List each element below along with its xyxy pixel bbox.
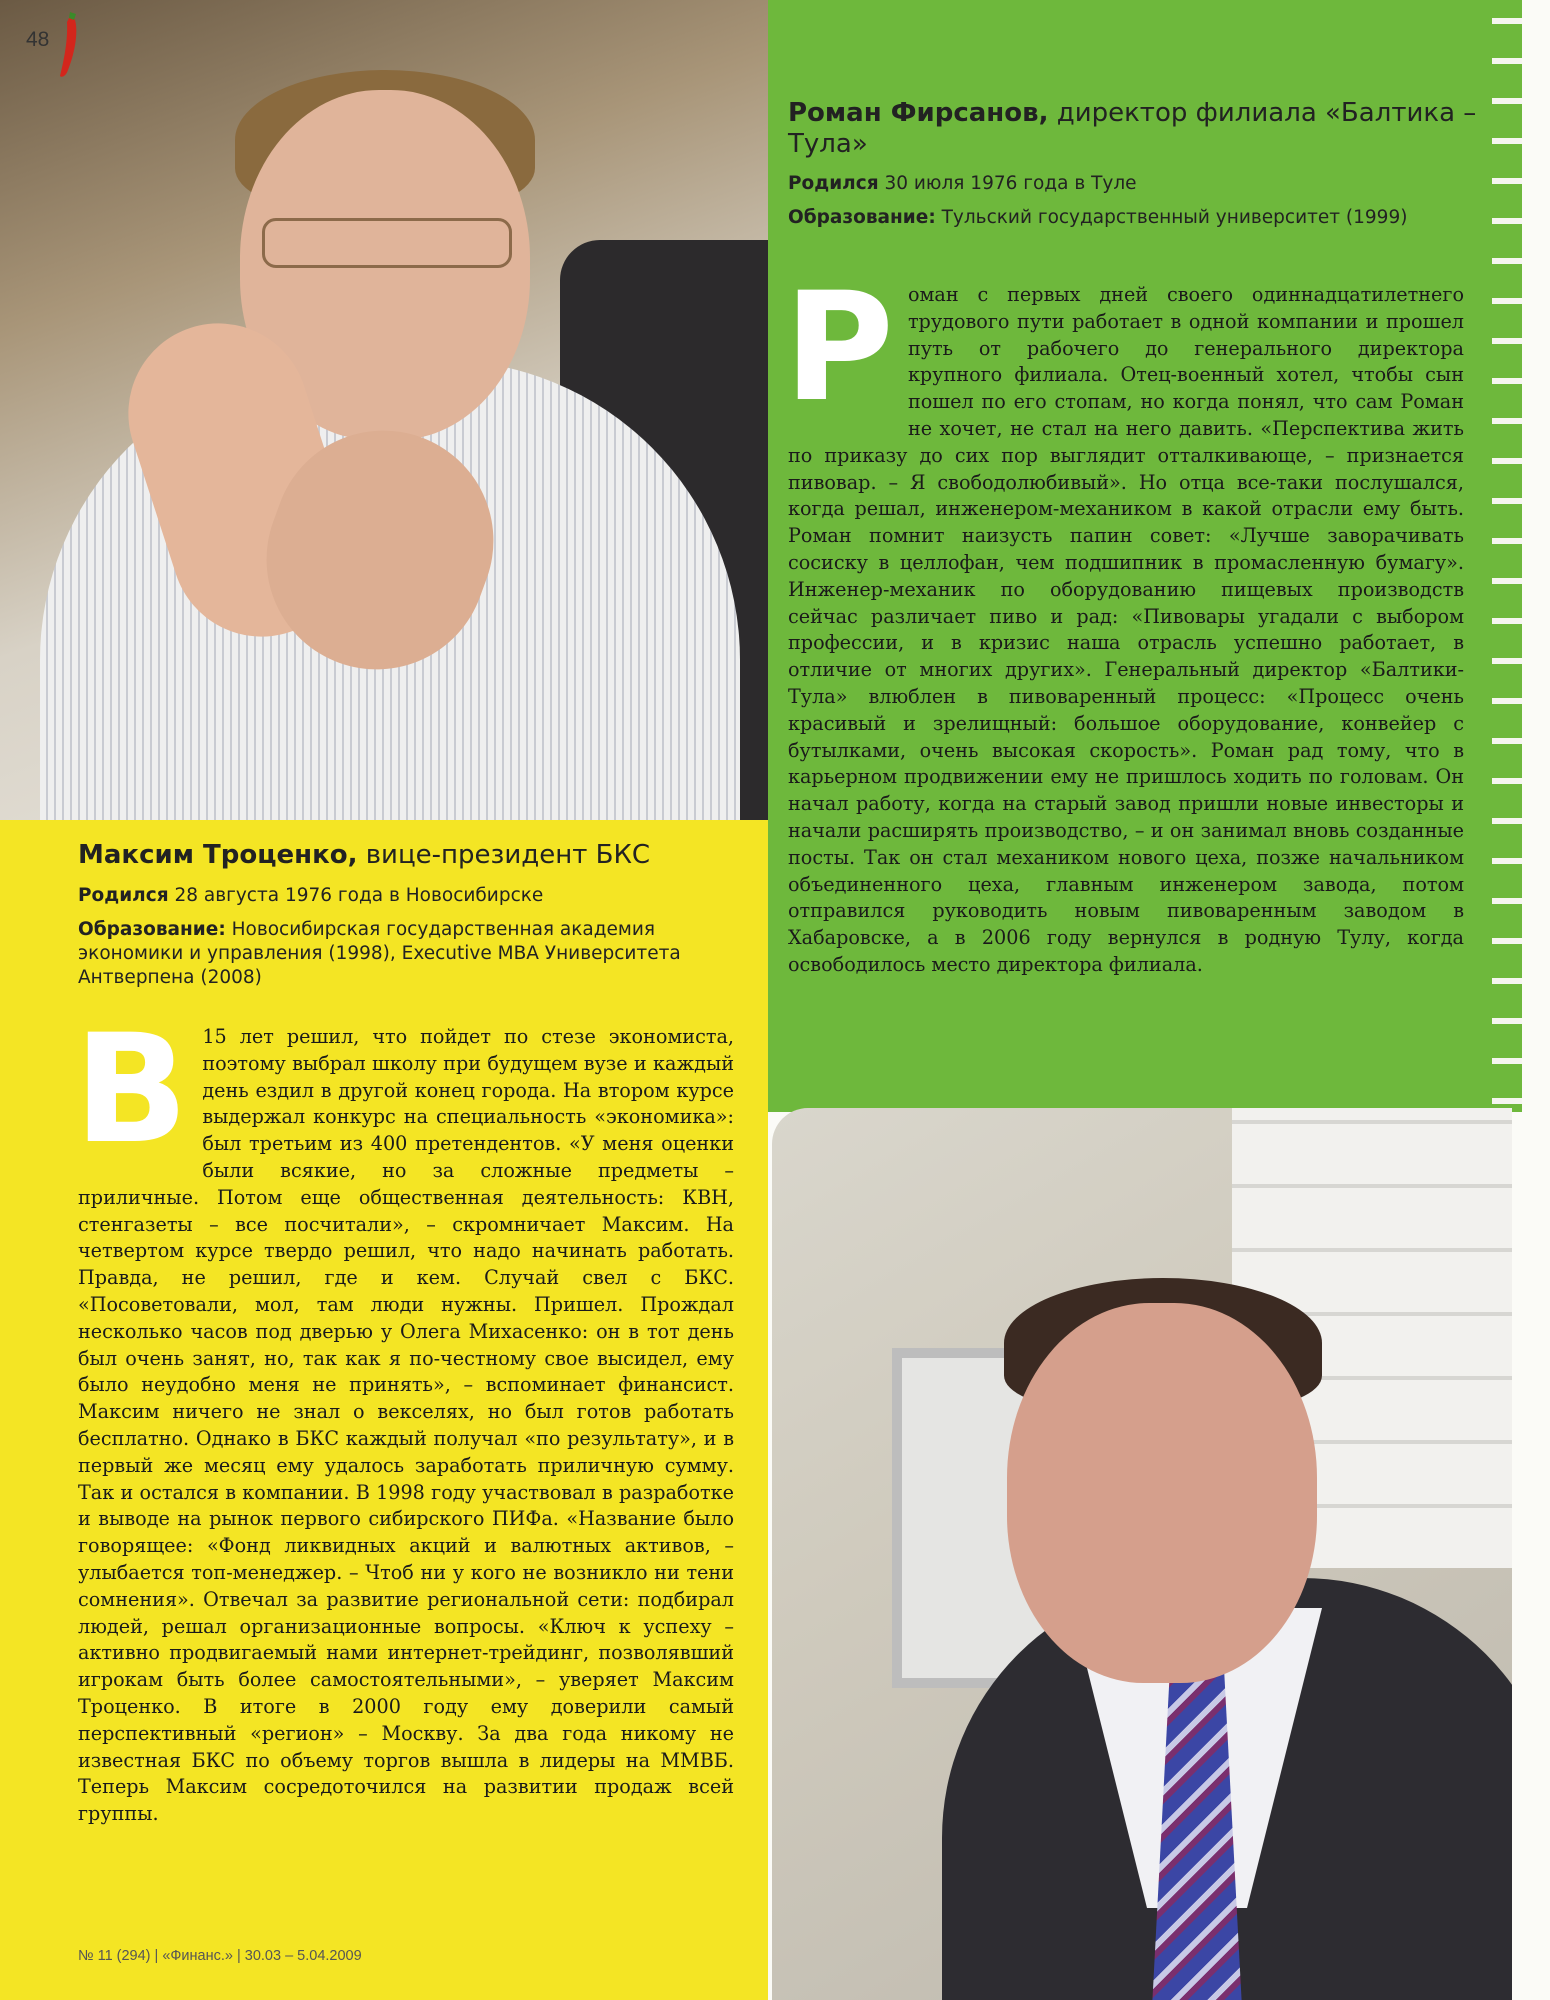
right-heading — [788, 98, 1488, 160]
left-person-position: вице-президент БКС — [357, 840, 651, 870]
right-person-position: директор филиала «Балтика – Тула» — [788, 98, 1477, 159]
right-dropcap: Р — [784, 261, 894, 435]
left-person-name: Максим Троценко, — [78, 840, 358, 870]
photo-maksim-trotsenko — [0, 0, 768, 820]
page-number: 48 — [26, 28, 50, 51]
right-article-body: Роман с первых дней своего одиннадцатилетнего трудового пути работает в одной компании и прошел путь от рабочего до генерального директора крупного филиала. Отец-военный хотел, чтобы сын пошел по его стопам, но когда понял, что сам Роман не хочет, не стал на него давить. «Перспектива жить по приказу до сих пор выглядит отталкивающе, – признается пивовар. – Я свободолюбивый». Но отца все-таки послушался, когда решал, инженером-механиком в какой отрасли ему быть. Роман помнит наизусть папин совет: «Лучше заворачивать сосиску в целлофан, чем подшипник в промасленную бумагу». Инженер-механик по оборудованию пищевых производств сейчас различает пиво и рад: «Пивовары угадали с выбором профессии, и в кризис наша отрасль успешно работает, в отличие от многих других». Генеральный директор «Балтики-Тула» влюблен в пивоваренный процесс: «Процесс очень красивый и зрелищный: большое оборудование, конвейер с бутылками, очень высокая скорость». Роман рад тому, что в карьерном продвижении ему не пришлось ходить по головам. Он начал работу, когда на старый завод пришли новые инвесторы и начали расширять производство, – и он занимал вновь созданные посты. Так он стал механиком нового цеха, позже начальником объединенного цеха, главным инженером завода, потом отправился руководить новым пивоваренным заводом в Хабаровске, а в 2006 году вернулся в родную Тулу, когда освободилось место директора филиала. — [784, 261, 1464, 976]
left-heading — [78, 840, 748, 871]
left-born: Родился 28 августа 1976 года в Новосибирске — [78, 885, 544, 906]
photo-roman-firsanov — [772, 1108, 1512, 2000]
right-born: Родился 30 июля 1976 года в Туле — [788, 173, 1137, 194]
footer-issue: № 11 (294) | «Финанс.» | 30.03 – 5.04.2009 — [78, 1948, 362, 1964]
right-education: Образование: Тульский государственный университет (1999) — [788, 207, 1408, 228]
left-dropcap: В — [74, 1003, 189, 1177]
left-article-body: В 15 лет решил, что пойдет по стезе экономиста, поэтому выбрал школу при будущем вузе и каждый день ездил в другой конец города. На втором курсе выдержал конкурс на специальность «экономика»: был третьим из 400 претендентов. «У меня оценки были всякие, но за сложные предметы – приличные. Потом еще общественная деятельность: КВН, стенгазеты – все посчитали», – скромничает Максим. На четвертом курсе твердо решил, что надо начинать работать. Правда, не решил, где и кем. Случай свел с БКС. «Посоветовали, мол, там люди нужны. Пришел. Прождал несколько часов под дверью у Олега Михасенко: он в тот день был очень занят, но, так как я по-честному свое высидел, ему было неудобно меня не принять», – вспоминает финансист. Максим ничего не знал о векселях, но был готов работать бесплатно. Однако в БКС каждый получал «по результату», и в первый же месяц ему удалось заработать приличную сумму. Так и остался в компании. В 1998 году участвовал в разработке и выводе на рынок первого сибирского ПИФа. «Название было говорящее: «Фонд ликвидных акций и валютных активов, – улыбается топ-менеджер. – Чтоб ни у кого не возникло ни тени сомнения». Отвечал за развитие региональной сети: подбирал людей, решал организационные вопросы. «Ключ к успеху – активно продвигаемый нами интернет-трейдинг, позволявший игрокам быть более самостоятельными», – уверяет Максим Троценко. В итоге в 2000 году ему доверили самый перспективный «регион» – Москву. За два года никому не известная БКС по объему торгов вышла в лидеры на ММВБ. Теперь Максим сосредоточился на развитии продаж всей группы. — [74, 1003, 734, 1826]
left-education: Образование: Новосибирская государственная академия экономики и управления (1998), Executive MBA Университета Антверпена (2008) — [78, 919, 681, 988]
chili-pepper-icon — [58, 10, 80, 80]
right-person-name: Роман Фирсанов, — [788, 98, 1049, 128]
